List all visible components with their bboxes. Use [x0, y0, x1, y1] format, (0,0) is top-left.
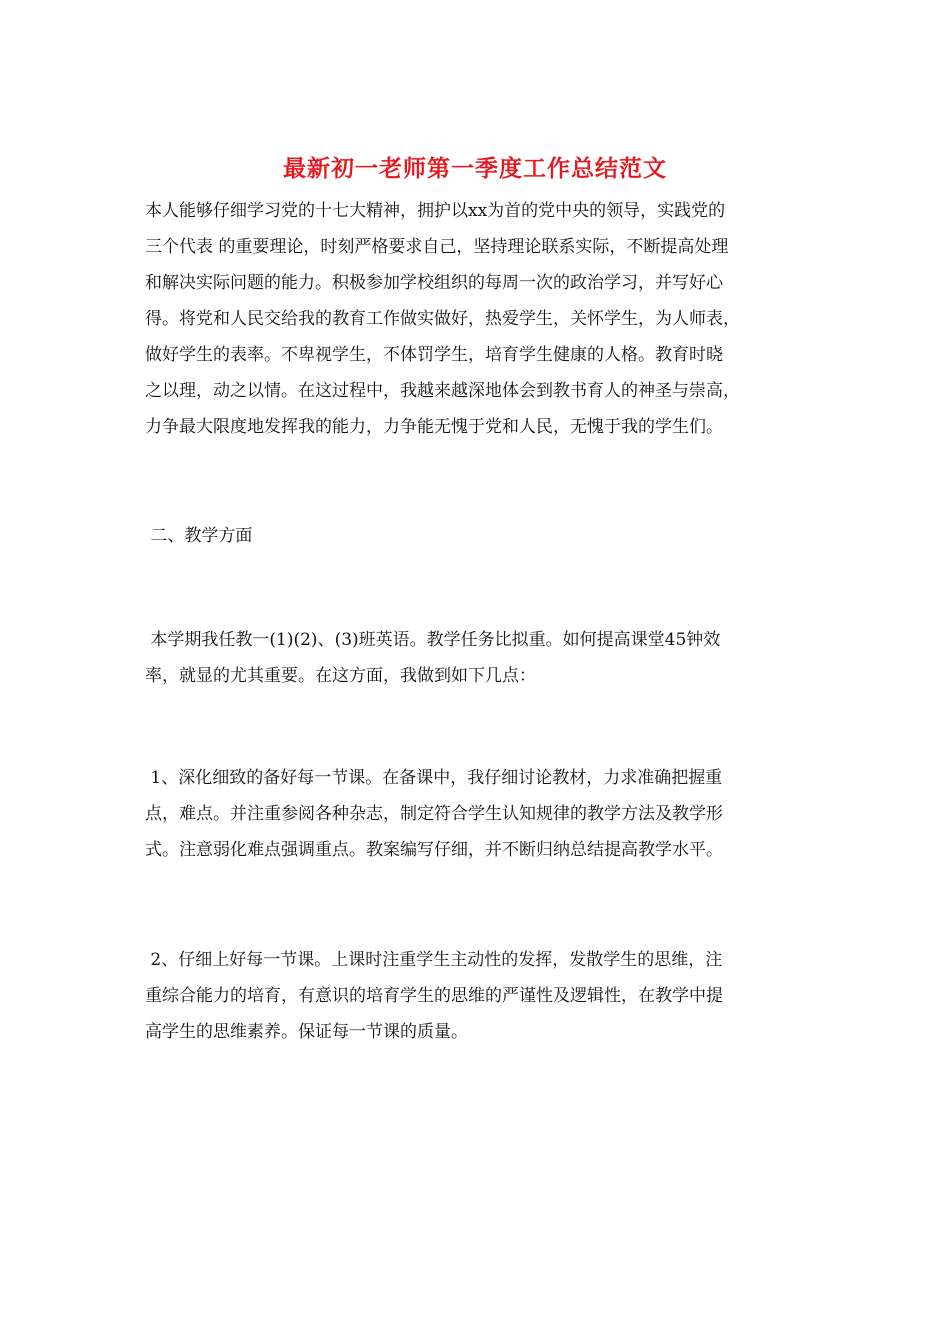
paragraph-line: 率，就显的尤其重要。在这方面，我做到如下几点： — [145, 666, 536, 686]
paragraph-line: 和解决实际问题的能力。积极参加学校组织的每周一次的政治学习，并写好心 — [145, 273, 723, 293]
paragraph-line: 三个代表 的重要理论，时刻严格要求自己，坚持理论联系实际，不断提高处理 — [145, 237, 729, 257]
paragraph-line: 式。注意弱化难点强调重点。教案编写仔细，并不断归纳总结提高教学水平。 — [145, 840, 723, 860]
teaching-paragraph — [145, 622, 810, 694]
paragraph-line: 高学生的思维素养。保证每一节课的质量。 — [145, 1022, 468, 1042]
paragraph-line: 本人能够仔细学习党的十七大精神，拥护以xx为首的党中央的领导，实践党的 — [145, 201, 726, 221]
paragraph-line: 2、仔细上好每一节课。上课时注重学生主动性的发挥，发散学生的思维，注 — [145, 950, 723, 970]
document-title: 最新初一老师第一季度工作总结范文 — [283, 156, 667, 182]
paragraph-line: 本学期我任教一(1)(2)、(3)班英语。教学任务比拟重。如何提高课堂45钟效 — [145, 630, 721, 650]
point-2-paragraph — [145, 942, 810, 1050]
paragraph-line: 之以理，动之以情。在这过程中，我越来越深地体会到教书育人的神圣与崇高， — [145, 381, 740, 401]
paragraph-line: 点，难点。并注重参阅各种杂志，制定符合学生认知规律的教学方法及教学形 — [145, 804, 723, 824]
paragraph-line: 1、深化细致的备好每一节课。在备课中，我仔细讨论教材，力求准确把握重 — [145, 768, 723, 788]
paragraph-line: 力争最大限度地发挥我的能力，力争能无愧于党和人民，无愧于我的学生们。 — [145, 417, 723, 437]
paragraph-line: 重综合能力的培育，有意识的培育学生的思维的严谨性及逻辑性，在教学中提 — [145, 986, 723, 1006]
point-1-paragraph — [145, 760, 810, 868]
paragraph-line: 做好学生的表率。不卑视学生，不体罚学生，培育学生健康的人格。教育时晓 — [145, 345, 723, 365]
intro-paragraph — [145, 193, 810, 445]
paragraph-line: 得。将党和人民交给我的教育工作做实做好，热爱学生，关怀学生，为人师表， — [145, 309, 740, 329]
section-heading-text: 二、教学方面 — [145, 526, 253, 546]
section-heading — [145, 518, 810, 554]
